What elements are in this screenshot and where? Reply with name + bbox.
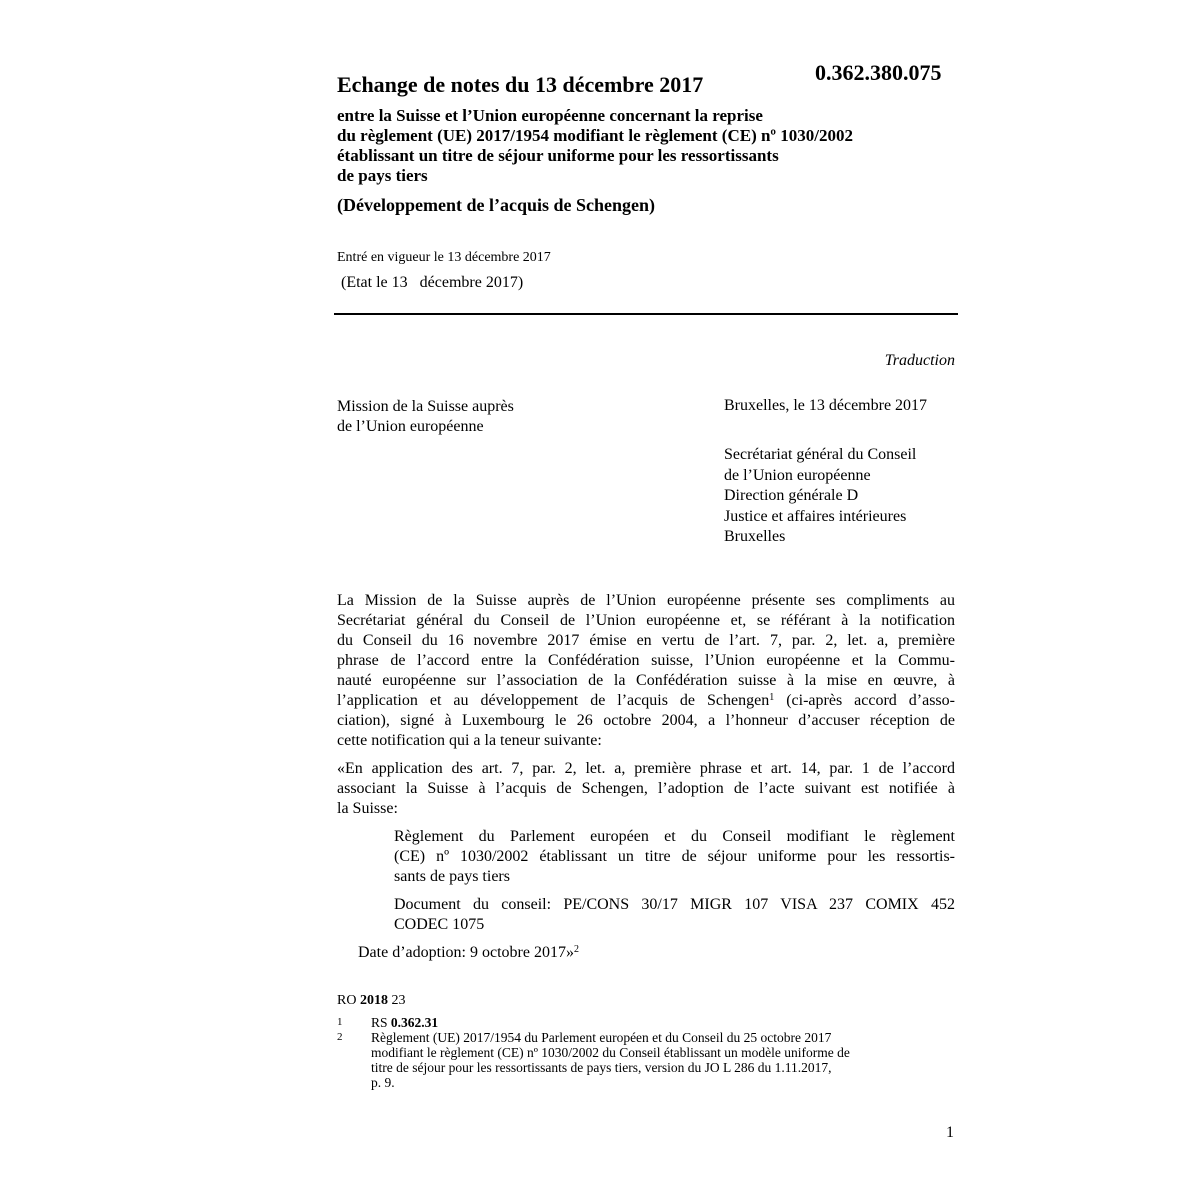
text-line: phrase de l’accord entre la Confédération suisse, l’Union européenne et la Commu- [337, 652, 955, 669]
recipient-line: Justice et affaires intérieures [724, 507, 907, 525]
recipient-line: Direction générale D [724, 487, 859, 504]
footnote-2 [337, 1030, 955, 1090]
footnote-text [371, 1015, 955, 1030]
subtitle-line: entre la Suisse et l’Union européenne concernant la reprise [337, 106, 763, 125]
subtitle-line: de pays tiers [337, 166, 428, 185]
recipient-line: Secrétariat général du Conseil [724, 446, 917, 463]
in-force-date: Entré en vigueur le 13 décembre 2017 [337, 250, 551, 265]
text-line: (CE) nº 1030/2002 établissant un titre de séjour uniforme pour les ressortis- [394, 848, 955, 865]
text-line: associant la Suisse à l’acquis de Schengen, l’adoption de l’acte suivant est notifiée à [337, 780, 955, 797]
translation-label: Traduction [884, 352, 955, 369]
text-line: sants de pays tiers [394, 868, 510, 885]
footnote-ref-1[interactable]: 1 [769, 692, 775, 703]
ro-prefix: RO [337, 993, 360, 1008]
council-document [394, 895, 955, 935]
footnote-number: 1 [337, 1016, 343, 1028]
footnote-ref: 0.362.31 [390, 1015, 439, 1030]
text-line [337, 691, 955, 711]
footnote-1 [337, 1015, 955, 1030]
paragraph-notification [337, 759, 955, 819]
ro-year: 2018 [359, 993, 388, 1008]
text-line: du Conseil du 16 novembre 2017 émise en vertu de l’art. 7, par. 2, let. a, première [337, 632, 955, 649]
adoption-date [358, 943, 955, 963]
rs-number: 0.362.380.075 [815, 60, 942, 85]
text-line: nauté européenne sur l’association de la Confédération suisse à la mise en œuvre, à [337, 672, 955, 689]
footnote-number: 2 [337, 1031, 343, 1043]
letter-body [337, 591, 955, 971]
recipient-block [724, 445, 916, 548]
schengen-heading: (Développement de l’acquis de Schengen) [337, 195, 655, 215]
text-line: Document du conseil: PE/CONS 30/17 MIGR 107 VISA 237 COMIX 452 [394, 896, 955, 913]
text-line: ciation), signé à Luxembourg le 26 octobre 2004, a l’honneur d’accuser réception de [337, 712, 955, 729]
header-divider [334, 313, 958, 315]
ro-reference [337, 993, 405, 1009]
recipient-line: Bruxelles [724, 528, 786, 545]
footnote-line: titre de séjour pour les ressortissants de pays tiers, version du JO L 286 du 1.11.2017, [371, 1060, 832, 1075]
document-subtitle [337, 106, 962, 186]
text-line: Secrétariat général du Conseil de l’Union européenne et, se référant à la notification [337, 612, 955, 629]
subtitle-line: établissant un titre de séjour uniforme pour les ressortissants [337, 146, 779, 165]
footnote-ref-2[interactable]: 2 [573, 944, 579, 955]
document-title: Echange de notes du 13 décembre 2017 [337, 72, 704, 97]
state-date: (Etat le 13 décembre 2017) [341, 274, 524, 291]
page-number: 1 [946, 1124, 954, 1141]
footnote-line: p. 9. [371, 1075, 395, 1090]
footnote-line: Règlement (UE) 2017/1954 du Parlement européen et du Conseil du 25 octobre 2017 [371, 1030, 832, 1045]
sender-line: Mission de la Suisse auprès [337, 398, 514, 415]
footnote-line: modifiant le règlement (CE) nº 1030/2002 du Conseil établissant un modèle uniforme de [371, 1045, 850, 1060]
text-line: la Suisse: [337, 800, 398, 817]
text-line: La Mission de la Suisse auprès de l’Union européenne présente ses compliments au [337, 592, 955, 609]
text-line: «En application des art. 7, par. 2, let. a, première phrase et art. 14, par. 1 de l’accord [337, 760, 955, 777]
text-segment: l’application et au développement de l’acquis de Schengen [337, 692, 770, 709]
sender-block [337, 397, 514, 437]
footnote-prefix: RS [371, 1015, 391, 1030]
footnotes [337, 1015, 955, 1090]
text-line: Règlement du Parlement européen et du Conseil modifiant le règlement [394, 828, 955, 845]
sender-line: de l’Union européenne [337, 418, 484, 435]
ro-page: 23 [387, 993, 406, 1008]
regulation-title [394, 827, 955, 887]
text-segment: Date d’adoption: 9 octobre 2017» [358, 944, 574, 961]
text-segment: (ci-après accord d’asso- [774, 692, 955, 709]
recipient-line: de l’Union européenne [724, 466, 871, 484]
paragraph-acknowledgement [337, 591, 955, 751]
subtitle-line: du règlement (UE) 2017/1954 modifiant le règlement (CE) nº 1030/2002 [337, 126, 854, 145]
text-line: CODEC 1075 [394, 916, 485, 933]
text-line: cette notification qui a la teneur suivante: [337, 732, 602, 749]
date-place: Bruxelles, le 13 décembre 2017 [724, 397, 928, 414]
